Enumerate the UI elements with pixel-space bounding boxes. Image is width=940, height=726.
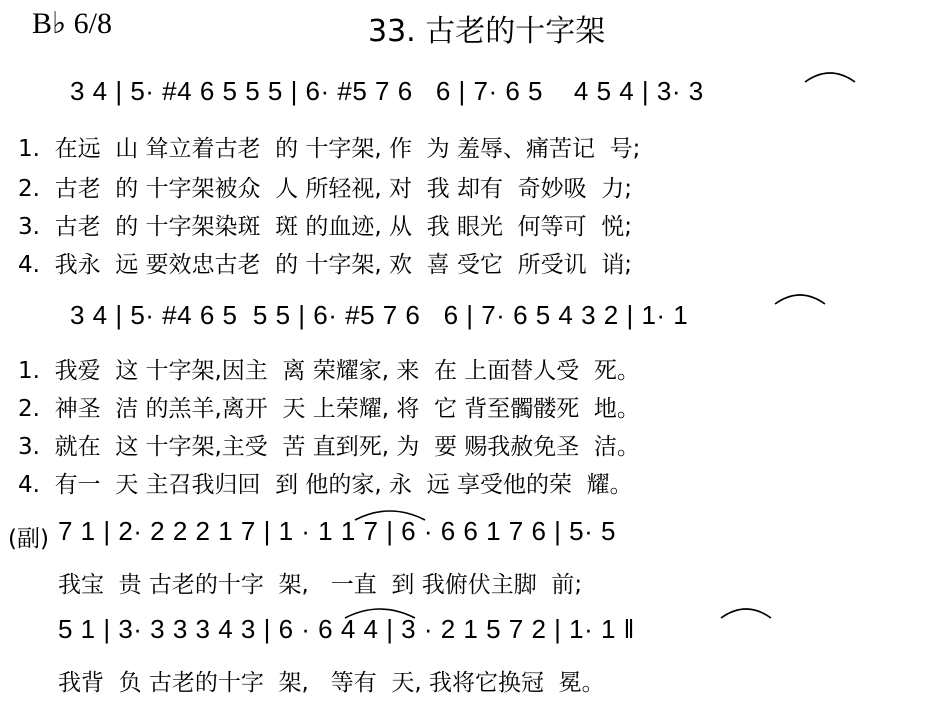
melody-line-1: 3 4 | 5· #4 6 5 5 5 | 6· #5 7 6 6 | 7· 6 5 4 5 4 | 3· 3 <box>70 76 704 106</box>
verse-1-line-2: 1. 我爱 这 十字架,因主 离 荣耀家, 来 在 上面替人受 死。 <box>18 358 640 384</box>
tie-4 <box>340 600 420 620</box>
tie-5 <box>716 600 776 620</box>
verse-1-line-1: 1. 在远 山 耸立着古老 的 十字架, 作 为 羞辱、痛苦记 号; <box>18 136 641 162</box>
verse-3-line-1: 3. 古老 的 十字架染斑 斑 的血迹, 从 我 眼光 何等可 悦; <box>18 214 632 240</box>
tie-2 <box>770 286 830 306</box>
key-signature: B♭ 6/8 <box>32 7 112 40</box>
verse-4-line-2: 4. 有一 天 主召我归回 到 他的家, 永 远 享受他的荣 耀。 <box>18 472 633 498</box>
verse-3-line-2: 3. 就在 这 十字架,主受 苦 直到死, 为 要 赐我赦免圣 洁。 <box>18 434 640 460</box>
chorus-melody-line-1: 7 1 | 2· 2 2 2 1 7 | 1 · 1 1 7 | 6 · 6 6 1 7 6 | 5· 5 <box>58 516 616 546</box>
chorus-melody-line-2: 5 1 | 3· 3 3 3 4 3 | 6 · 6 4 4 | 3 · 2 1 5 7 2 | 1· 1 ‖ <box>58 614 635 644</box>
hymn-title: 33. 古老的十字架 <box>368 14 606 49</box>
melody-line-2: 3 4 | 5· #4 6 5 5 5 | 6· #5 7 6 6 | 7· 6 5 4 3 2 | 1· 1 <box>70 300 689 330</box>
verse-2-line-2: 2. 神圣 洁 的羔羊,离开 天 上荣耀, 将 它 背至髑髅死 地。 <box>18 396 640 422</box>
chorus-lyric-line-1: 我宝 贵 古老的十字 架, 一直 到 我俯伏主脚 前; <box>58 572 583 598</box>
chorus-lyric-line-2: 我背 负 古老的十字 架, 等有 天, 我将它换冠 冕。 <box>58 670 605 696</box>
verse-4-line-1: 4. 我永 远 要效忠古老 的 十字架, 欢 喜 受它 所受讥 诮; <box>18 252 632 278</box>
tie-3 <box>350 502 430 522</box>
chorus-label: (副) <box>8 526 49 552</box>
verse-2-line-1: 2. 古老 的 十字架被众 人 所轻视, 对 我 却有 奇妙吸 力; <box>18 176 632 202</box>
tie-1 <box>800 64 860 84</box>
